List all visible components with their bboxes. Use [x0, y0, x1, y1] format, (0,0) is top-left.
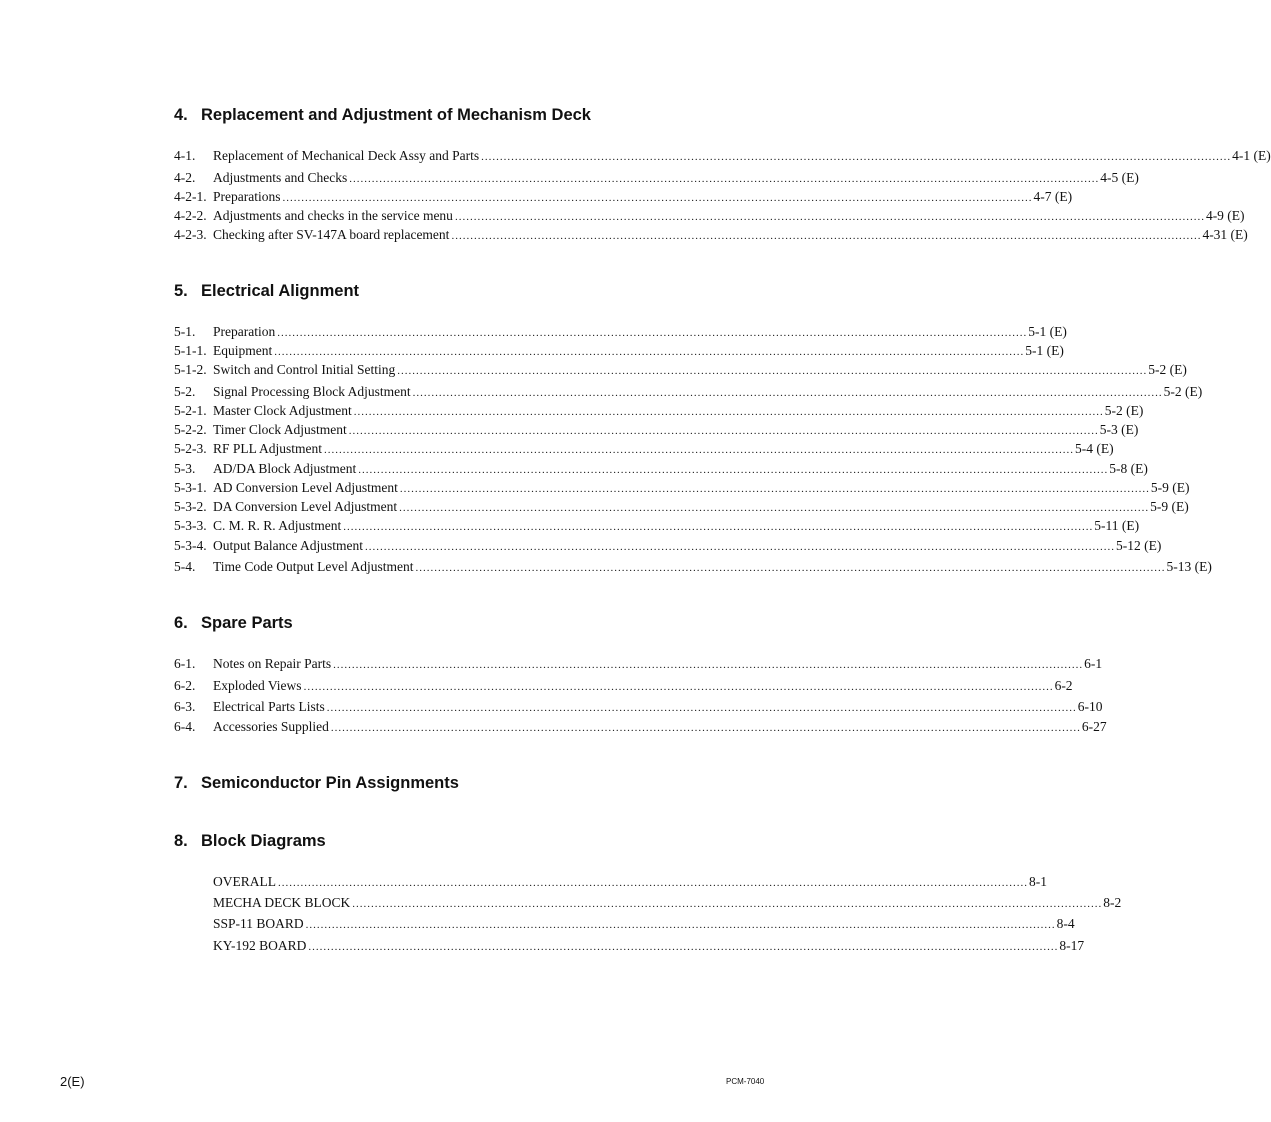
toc-entry-page: 5-3 (E)	[1099, 422, 1139, 437]
toc-entry-page: 5-2 (E)	[1148, 362, 1187, 377]
toc-entry-page: 5-12 (E)	[1115, 538, 1162, 553]
dot-leader: ........................................................................................................................................................................................................	[481, 151, 1232, 163]
section-number: 5.	[174, 282, 188, 300]
toc-entry-number: 4-1.	[174, 148, 196, 163]
toc-entry[interactable]	[0, 938, 1085, 958]
dot-leader: ........................................................................................................................................................................................................	[352, 898, 1103, 910]
toc-entry-label: Signal Processing Block Adjustment	[213, 384, 411, 399]
toc-entry-page: 8-2	[1103, 895, 1122, 910]
toc-entry[interactable]	[0, 499, 1189, 519]
toc-entry-page: 8-1	[1029, 874, 1047, 889]
toc-entry-page: 5-1 (E)	[1028, 324, 1067, 339]
toc-entry-page: 5-9 (E)	[1150, 499, 1189, 514]
dot-leader: ........................................................................................................................................................................................................	[353, 406, 1104, 418]
toc-entry[interactable]	[0, 384, 1203, 404]
toc-entry-page: 6-10	[1077, 699, 1103, 714]
toc-entry[interactable]	[0, 916, 1075, 936]
toc-entry[interactable]	[0, 148, 1271, 168]
toc-entry-number: 6-1.	[174, 656, 196, 671]
toc-entry[interactable]	[0, 422, 1139, 442]
toc-entry-page: 4-7 (E)	[1033, 189, 1073, 204]
toc-entry-page: 6-2	[1054, 678, 1073, 693]
toc-entry-page: 8-4	[1056, 916, 1075, 931]
toc-entry-label: Adjustments and checks in the service menu	[213, 208, 453, 223]
toc-entry-number: 5-1-1.	[174, 343, 207, 358]
dot-leader: ........................................................................................................................................................................................................	[324, 444, 1075, 456]
toc-entry[interactable]	[0, 343, 1064, 363]
toc-entry[interactable]	[0, 441, 1114, 461]
toc-entry-number: 5-2-1.	[174, 403, 207, 418]
toc-entry-label: MECHA DECK BLOCK	[213, 895, 351, 910]
toc-entry-number: 5-3-1.	[174, 480, 207, 495]
toc-entry-label: Preparation	[213, 324, 276, 339]
toc-entry-label: Accessories Supplied	[213, 719, 329, 734]
dot-leader: ........................................................................................................................................................................................................	[303, 681, 1054, 693]
toc-entry-number: 6-2.	[174, 678, 196, 693]
toc-entry[interactable]	[0, 538, 1162, 558]
toc-entry-label: Electrical Parts Lists	[213, 699, 325, 714]
toc-entry-label: KY-192 BOARD	[213, 938, 307, 953]
toc-entry-label: AD/DA Block Adjustment	[213, 461, 357, 476]
toc-entry-page: 6-1	[1084, 656, 1103, 671]
toc-entry-number: 5-2.	[174, 384, 196, 399]
toc-entry-number: 6-3.	[174, 699, 196, 714]
section-title-text: Block Diagrams	[201, 832, 326, 850]
model-number: PCM-7040	[726, 1077, 765, 1086]
toc-entry-label: Preparations	[213, 189, 281, 204]
toc-entry-page: 4-9 (E)	[1205, 208, 1245, 223]
toc-entry[interactable]	[0, 227, 1248, 247]
toc-entry[interactable]	[0, 559, 1212, 579]
toc-entry-number: 5-3-4.	[174, 538, 207, 553]
toc-entry-label: AD Conversion Level Adjustment	[213, 480, 398, 495]
toc-entry-page: 4-31 (E)	[1202, 227, 1248, 242]
toc-entry-number: 5-1.	[174, 324, 196, 339]
toc-entry[interactable]	[0, 403, 1144, 423]
toc-entry-number: 5-3-2.	[174, 499, 207, 514]
toc-entry[interactable]	[0, 656, 1103, 676]
toc-entry-label: Adjustments and Checks	[213, 170, 348, 185]
dot-leader: ........................................................................................................................................................................................................	[358, 464, 1109, 476]
toc-entry[interactable]	[0, 678, 1073, 698]
dot-leader: ........................................................................................................................................................................................................	[454, 211, 1205, 223]
dot-leader: ........................................................................................................................................................................................................	[277, 327, 1028, 339]
toc-entry-page: 5-2 (E)	[1104, 403, 1144, 418]
toc-entry-label: C. M. R. R. Adjustment	[213, 518, 342, 533]
toc-entry-number: 4-2.	[174, 170, 196, 185]
toc-entry-page: 5-13 (E)	[1166, 559, 1212, 574]
toc-entry-number: 6-4.	[174, 719, 196, 734]
dot-leader: ........................................................................................................................................................................................................	[330, 722, 1081, 734]
toc-entry-number: 4-2-3.	[174, 227, 207, 242]
toc-entry-number: 5-1-2.	[174, 362, 207, 377]
toc-entry[interactable]	[0, 362, 1187, 382]
toc-entry-page: 5-11 (E)	[1094, 518, 1140, 533]
toc-entry-page: 5-4 (E)	[1075, 441, 1114, 456]
toc-entry-number: 5-3.	[174, 461, 196, 476]
toc-entry-label: SSP-11 BOARD	[213, 916, 304, 931]
toc-entry[interactable]	[0, 461, 1148, 481]
toc-entry-page: 5-1 (E)	[1025, 343, 1064, 358]
toc-entry-number: 4-2-1.	[174, 189, 207, 204]
toc-entry-number: 5-4.	[174, 559, 196, 574]
toc-entry[interactable]	[0, 324, 1067, 344]
toc-entry-label: Notes on Repair Parts	[213, 656, 332, 671]
section-title-text: Electrical Alignment	[201, 282, 360, 300]
dot-leader: ........................................................................................................................................................................................................	[343, 521, 1094, 533]
page-number: 2(E)	[60, 1074, 85, 1089]
dot-leader: ........................................................................................................................................................................................................	[349, 173, 1100, 185]
dot-leader: ........................................................................................................................................................................................................	[399, 483, 1150, 495]
toc-entry[interactable]	[0, 480, 1190, 500]
toc-entry-label: Switch and Control Initial Setting	[213, 362, 396, 377]
section-title	[174, 832, 326, 851]
toc-entry-page: 4-5 (E)	[1100, 170, 1139, 185]
toc-entry[interactable]	[0, 208, 1245, 228]
toc-entry[interactable]	[0, 170, 1139, 190]
toc-entry-label: Master Clock Adjustment	[213, 403, 352, 418]
toc-entry-number: 5-2-3.	[174, 441, 207, 456]
toc-entry[interactable]	[0, 189, 1073, 209]
section-title	[174, 282, 359, 301]
toc-entry-number: 5-3-3.	[174, 518, 207, 533]
toc-entry[interactable]	[0, 699, 1103, 719]
toc-entry-page: 8-17	[1059, 938, 1085, 953]
dot-leader: ........................................................................................................................................................................................................	[412, 387, 1163, 399]
dot-leader: ........................................................................................................................................................................................................	[415, 562, 1166, 574]
toc-entry-label: DA Conversion Level Adjustment	[213, 499, 398, 514]
section-title-text: Semiconductor Pin Assignments	[201, 774, 459, 792]
toc-entry[interactable]	[0, 874, 1047, 894]
section-number: 8.	[174, 832, 188, 850]
toc-entry-label: Replacement of Mechanical Deck Assy and Parts	[213, 148, 480, 163]
dot-leader: ........................................................................................................................................................................................................	[364, 541, 1115, 553]
dot-leader: ........................................................................................................................................................................................................	[451, 230, 1202, 242]
section-number: 6.	[174, 614, 188, 632]
toc-entry-label: Equipment	[213, 343, 273, 358]
toc-entry-label: Timer Clock Adjustment	[213, 422, 347, 437]
toc-entry-label: Checking after SV-147A board replacement	[213, 227, 450, 242]
section-number: 7.	[174, 774, 188, 792]
section-number: 4.	[174, 106, 188, 124]
dot-leader: ........................................................................................................................................................................................................	[305, 919, 1056, 931]
toc-entry-page: 6-27	[1081, 719, 1107, 734]
section-title	[174, 614, 293, 633]
toc-entry-page: 4-1 (E)	[1232, 148, 1271, 163]
toc-entry-label: RF PLL Adjustment	[213, 441, 323, 456]
dot-leader: ........................................................................................................................................................................................................	[397, 365, 1148, 377]
toc-entry-page: 5-9 (E)	[1150, 480, 1190, 495]
dot-leader: ........................................................................................................................................................................................................	[348, 425, 1099, 437]
section-title	[174, 774, 459, 793]
dot-leader: ........................................................................................................................................................................................................	[326, 702, 1077, 714]
dot-leader: ........................................................................................................................................................................................................	[274, 346, 1025, 358]
toc-entry[interactable]	[0, 895, 1122, 915]
toc-entry-number: 4-2-2.	[174, 208, 207, 223]
dot-leader: ........................................................................................................................................................................................................	[308, 941, 1059, 953]
toc-entry-page: 5-8 (E)	[1109, 461, 1148, 476]
toc-entry-label: Output Balance Adjustment	[213, 538, 363, 553]
toc-entry-number: 5-2-2.	[174, 422, 207, 437]
dot-leader: ........................................................................................................................................................................................................	[282, 192, 1033, 204]
toc-entry[interactable]	[0, 719, 1107, 739]
section-title-text: Replacement and Adjustment of Mechanism Deck	[201, 106, 591, 124]
toc-entry-label: Time Code Output Level Adjustment	[213, 559, 414, 574]
dot-leader: ........................................................................................................................................................................................................	[333, 659, 1084, 671]
section-title-text: Spare Parts	[201, 614, 293, 632]
dot-leader: ........................................................................................................................................................................................................	[278, 877, 1028, 889]
toc-entry[interactable]	[0, 518, 1140, 538]
toc-entry-label: OVERALL	[213, 874, 276, 889]
dot-leader: ........................................................................................................................................................................................................	[399, 502, 1150, 514]
toc-entry-page: 5-2 (E)	[1163, 384, 1203, 399]
section-title	[174, 106, 591, 125]
toc-entry-label: Exploded Views	[213, 678, 302, 693]
